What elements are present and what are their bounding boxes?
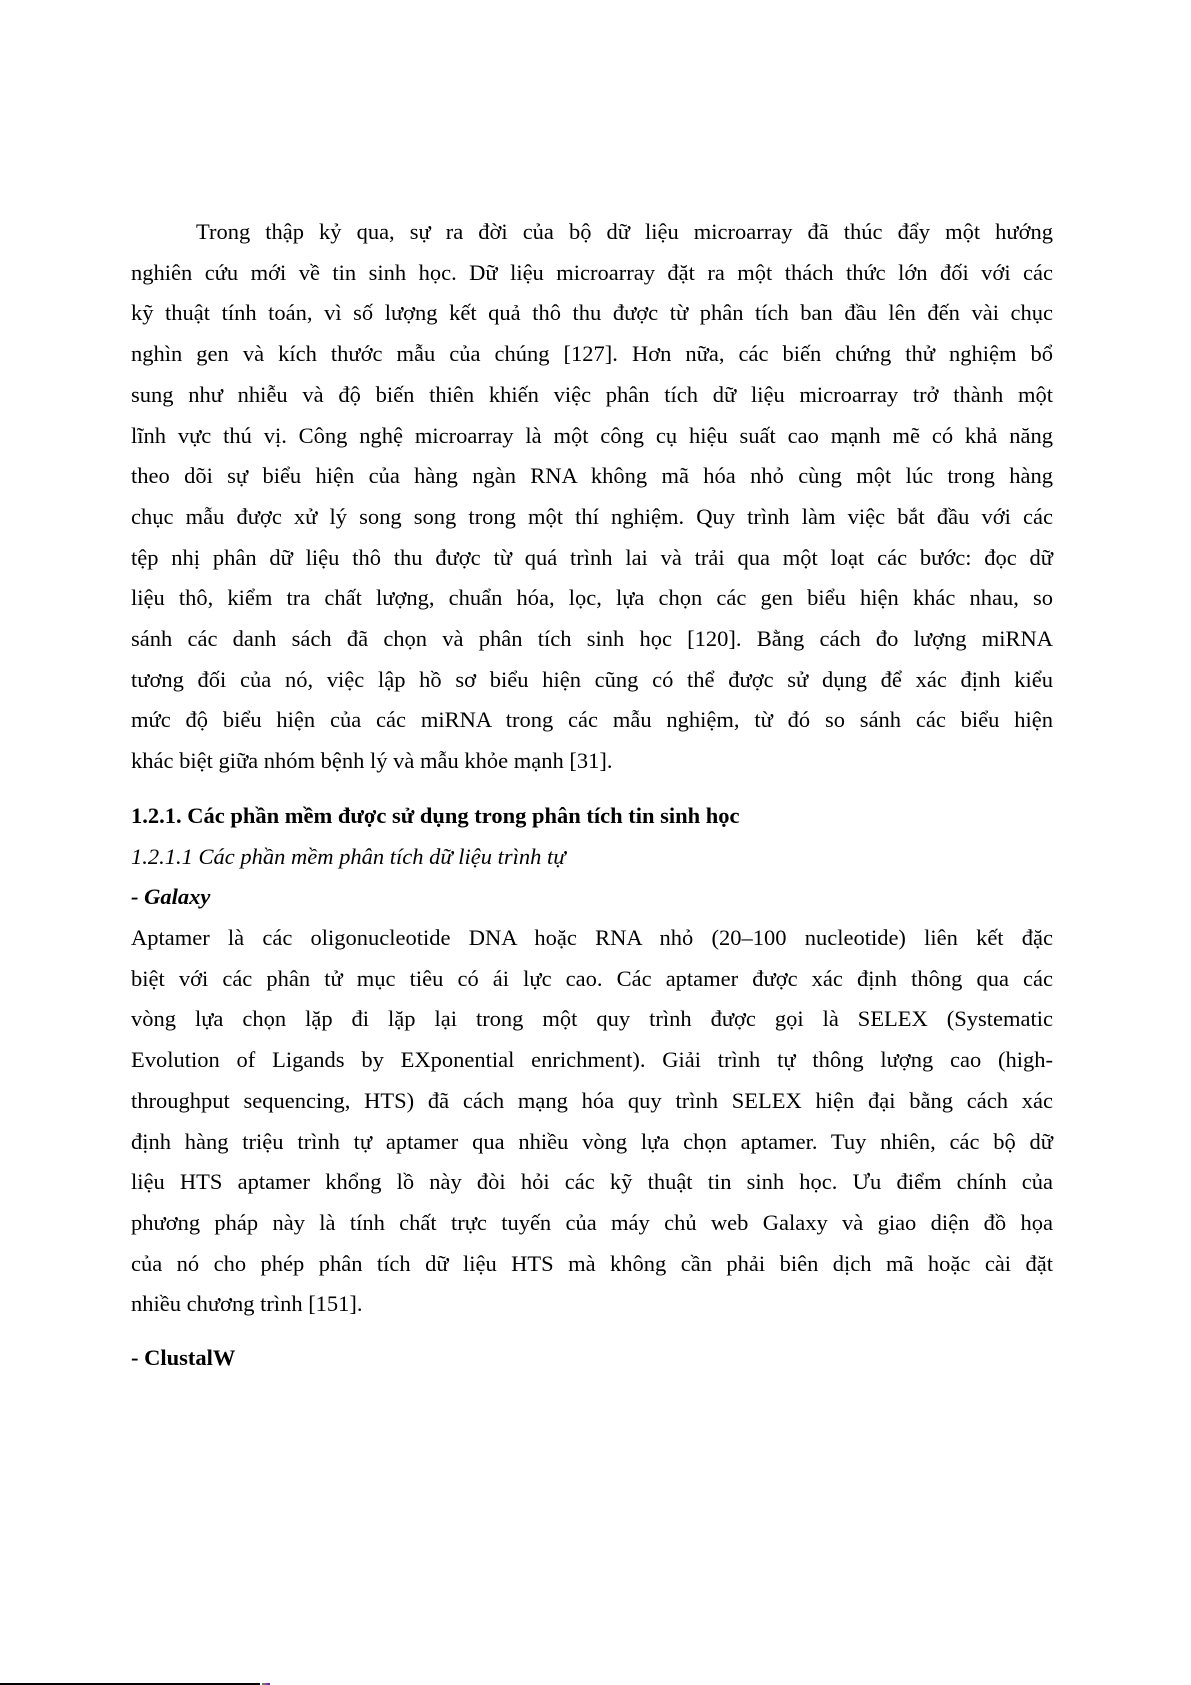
text-line: Trong thập kỷ qua, sự ra đời của bộ dữ liệu microarray đã thúc đẩy một hướng: [196, 219, 1053, 244]
text-line: phương pháp này là tính chất trực tuyến của máy chủ web Galaxy và giao diện đồ họa: [131, 1209, 1053, 1235]
text-line: nghìn gen và kích thước mẫu của chúng [127]. Hơn nữa, các biến chứng thử nghiệm bổ: [131, 341, 1053, 367]
heading: 1.2.1. Các phần mềm được sử dụng trong phân tích tin sinh học: [131, 803, 740, 828]
text-line: biệt với các phân tử mục tiêu có ái lực cao. Các aptamer được xác định thông qua các: [131, 965, 1053, 991]
text-line: liệu thô, kiểm tra chất lượng, chuẩn hóa, lọc, lựa chọn các gen biểu hiện khác nhau, so: [131, 585, 1053, 611]
text-line: 1.2.1.1 Các phần mềm phân tích dữ liệu trình tự: [131, 844, 566, 869]
text-line: chục mẫu được xử lý song song trong một thí nghiệm. Quy trình làm việc bắt đầu với các: [131, 503, 1053, 529]
text-line: sánh các danh sách đã chọn và phân tích sinh học [120]. Bằng cách đo lượng miRNA: [131, 626, 1053, 651]
text-line: Aptamer là các oligonucleotide DNA hoặc RNA nhỏ (20–100 nucleotide) liên kết đặc: [131, 925, 1053, 950]
text-line: lĩnh vực thú vị. Công nghệ microarray là một công cụ hiệu suất cao mạnh mẽ có khả năng: [131, 422, 1053, 448]
text-line: throughput sequencing, HTS) đã cách mạng hóa quy trình SELEX hiện đại bằng cách xác: [131, 1087, 1053, 1113]
text-line: vòng lựa chọn lặp đi lặp lại trong một quy trình được gọi là SELEX (Systematic: [131, 1006, 1053, 1032]
text-line: khác biệt giữa nhóm bệnh lý và mẫu khỏe mạnh [31].: [131, 748, 613, 774]
text-line: liệu HTS aptamer khổng lồ này đòi hỏi các kỹ thuật tin sinh học. Ưu điểm chính của: [131, 1169, 1053, 1195]
text-line: theo dõi sự biểu hiện của hàng ngàn RNA không mã hóa nhỏ cùng một lúc trong hàng: [131, 463, 1053, 489]
text-line: kỹ thuật tính toán, vì số lượng kết quả thô thu được từ phân tích ban đầu lên đến vài chục: [131, 300, 1053, 326]
text-line: tương đối của nó, việc lập hồ sơ biểu hiện cũng có thể được sử dụng để xác định kiểu: [131, 666, 1053, 692]
heading: - ClustalW: [131, 1345, 236, 1370]
text-line: Evolution of Ligands by EXponential enrichment). Giải trình tự thông lượng cao (high-: [131, 1047, 1053, 1073]
text-line: nhiều chương trình [151].: [131, 1291, 363, 1317]
text-line: định hàng triệu trình tự aptamer qua nhiều vòng lựa chọn aptamer. Tuy nhiên, các bộ dữ: [131, 1128, 1053, 1154]
text-line: mức độ biểu hiện của các miRNA trong các mẫu nghiệm, từ đó so sánh các biểu hiện: [131, 707, 1053, 733]
text-line: của nó cho phép phân tích dữ liệu HTS mà không cần phải biên dịch mã hoặc cài đặt: [131, 1250, 1053, 1276]
heading: - Galaxy: [131, 884, 211, 909]
text-line: nghiên cứu mới về tin sinh học. Dữ liệu microarray đặt ra một thách thức lớn đối với các: [131, 259, 1053, 285]
text-line: sung như nhiễu và độ biến thiên khiến việc phân tích dữ liệu microarray trở thành một: [131, 381, 1053, 407]
text-line: tệp nhị phân dữ liệu thô thu được từ quá trình lai và trải qua một loạt các bước: đọc dữ: [131, 544, 1053, 570]
